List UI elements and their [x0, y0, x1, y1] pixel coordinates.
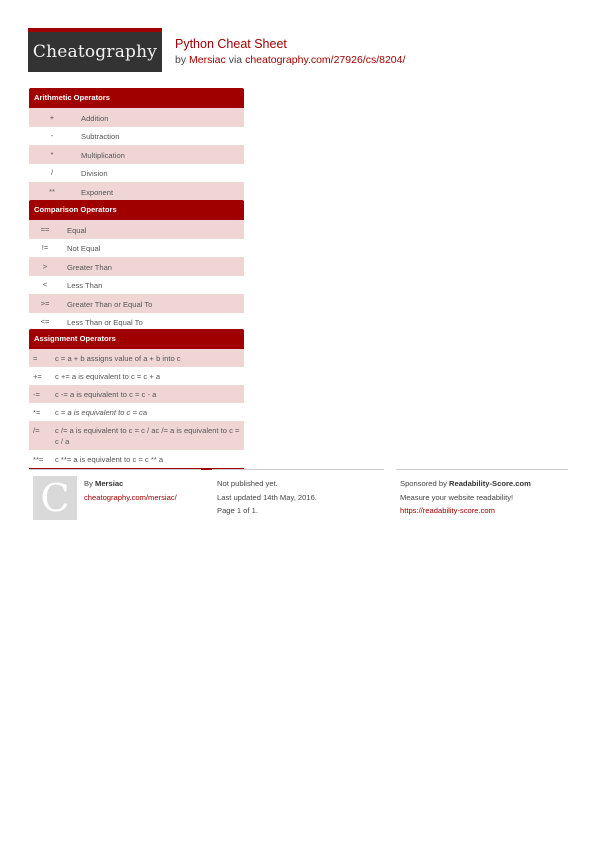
operator: *=: [33, 407, 41, 417]
description: c += a is equivalent to c = c + a: [55, 372, 161, 381]
description: [55, 403, 244, 421]
table-row: [29, 403, 244, 421]
sheet-url-link[interactable]: cheatography.com/27926/cs/8204/: [245, 54, 406, 66]
footer-divider: [396, 469, 568, 470]
sponsor-tagline: Measure your website readability!: [400, 493, 514, 502]
table-row: [29, 220, 244, 239]
sponsor-link[interactable]: https://readability-score.com: [400, 506, 495, 515]
description: Division: [81, 169, 108, 178]
operator: <: [42, 280, 48, 289]
description: Less Than or Equal To: [67, 318, 143, 327]
operator: ==: [40, 224, 50, 234]
table-row: [29, 276, 244, 295]
by-label: By: [84, 479, 93, 488]
description: c -= a is equivalent to c = c - a: [55, 390, 157, 399]
publish-status: Not published yet.: [217, 479, 278, 488]
operator: /=: [33, 425, 40, 435]
operator: >=: [40, 298, 50, 308]
by-prefix: by: [175, 54, 187, 66]
description: Greater Than or Equal To: [67, 299, 153, 309]
description: Not Equal: [67, 244, 101, 253]
page-number: Page 1 of 1.: [217, 506, 258, 515]
description: Addition: [81, 113, 109, 123]
description: Equal: [67, 225, 87, 235]
table-row: [29, 127, 244, 146]
operator: <=: [40, 317, 50, 326]
operator: /: [50, 168, 54, 177]
operator: =: [33, 353, 38, 363]
page-subtitle: [175, 54, 405, 66]
description-text: a: [142, 408, 148, 417]
table-row: [29, 108, 244, 127]
table-row: [29, 145, 244, 164]
author-byline: [84, 479, 123, 488]
section-heading: Assignment Operators: [29, 329, 244, 349]
sponsor-name: Readability-Score.com: [449, 479, 531, 488]
page-title: Python Cheat Sheet: [175, 37, 287, 51]
description-italic: a is equivalent to c = c: [67, 408, 143, 417]
section-heading: Comparison Operators: [29, 200, 244, 220]
assignment-operators-section: [29, 329, 244, 470]
last-updated: Last updated 14th May, 2016.: [217, 493, 317, 502]
operator: >: [42, 261, 48, 271]
table-row: [29, 182, 244, 201]
description: c **= a is equivalent to c = c ** a: [55, 455, 164, 464]
table-row: [29, 421, 244, 450]
cheatography-logo[interactable]: [28, 28, 162, 72]
author-profile-link[interactable]: cheatography.com/mersiac/: [84, 493, 177, 502]
table-row: [29, 450, 244, 468]
operator: -: [50, 131, 54, 140]
section-heading: Arithmetic Operators: [29, 88, 244, 108]
description: Subtraction: [81, 132, 120, 141]
table-row: [29, 349, 244, 367]
description: Multiplication: [81, 150, 125, 160]
avatar-letter: C: [40, 476, 70, 520]
description: Less Than: [67, 281, 103, 290]
operator: !=: [41, 243, 49, 252]
via-text: via: [228, 54, 243, 66]
description: Greater Than: [67, 262, 113, 272]
footer-divider: [212, 469, 384, 470]
table-row: [29, 164, 244, 183]
description: c /= a is equivalent to c = c / ac /= a is equivalent to c = c / a: [55, 426, 240, 446]
operator: **: [49, 186, 55, 196]
table-row: [29, 294, 244, 313]
logo-text: Cheatography: [32, 42, 158, 62]
author-link[interactable]: Mersiac: [189, 54, 226, 66]
author-avatar[interactable]: [33, 476, 77, 520]
table-row: [29, 385, 244, 403]
footer-divider: [29, 469, 201, 470]
operator: -=: [33, 389, 40, 399]
table-row: [29, 239, 244, 258]
description: c = a + b assigns value of a + b into c: [55, 354, 181, 363]
comparison-operators-section: [29, 200, 244, 333]
description-text: c =: [55, 408, 68, 417]
operator: *: [50, 149, 54, 159]
operator: +: [49, 112, 55, 122]
arithmetic-operators-section: [29, 88, 244, 203]
sponsored-prefix: Sponsored by: [400, 479, 447, 488]
sponsor-line: [400, 479, 531, 488]
description: Exponent: [81, 187, 114, 197]
author-name: Mersiac: [95, 479, 124, 488]
operator: +=: [33, 371, 42, 381]
table-row: [29, 367, 244, 385]
operator: **=: [33, 454, 44, 464]
table-row: [29, 257, 244, 276]
